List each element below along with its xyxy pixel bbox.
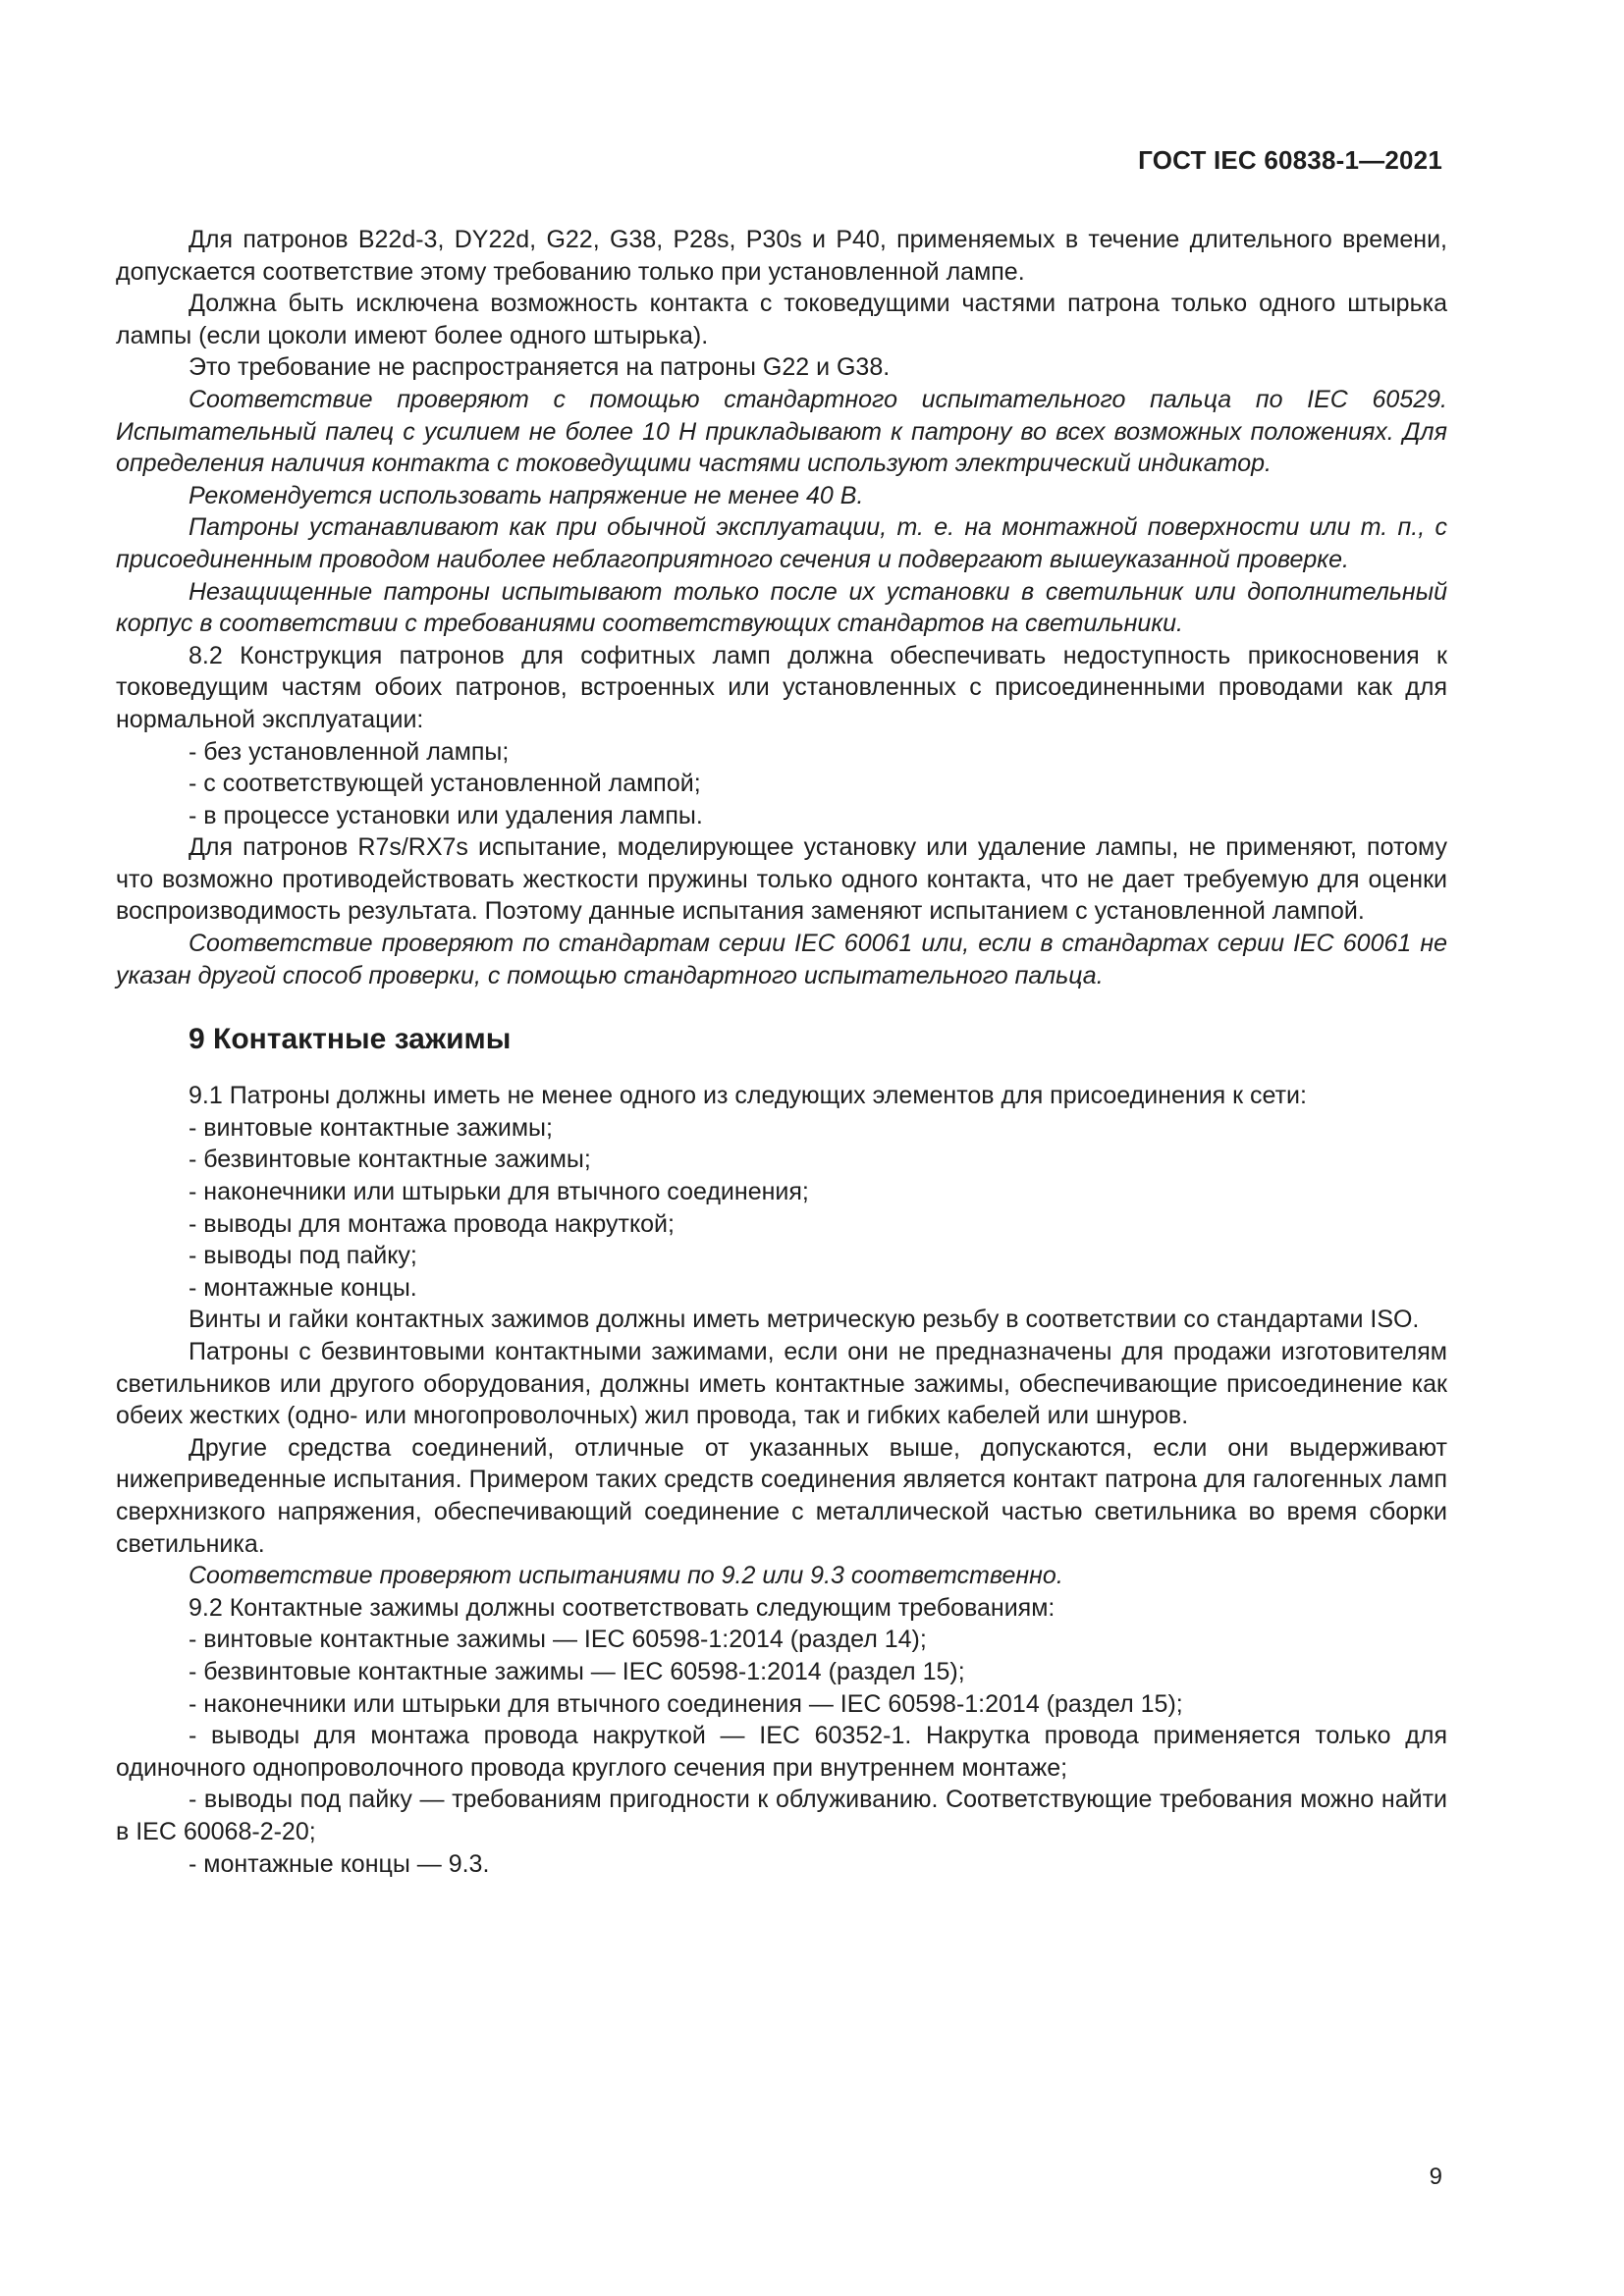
- paragraph: Должна быть исключена возможность контакта с токоведущими частями патрона только одного штырька лампы (если цоколи имеют более одного штырька).: [116, 290, 1447, 349]
- list-item: - безвинтовые контактные зажимы;: [189, 1146, 591, 1174]
- paragraph: Рекомендуется использовать напряжение не менее 40 В.: [189, 481, 864, 509]
- paragraph: Для патронов R7s/RX7s испытание, моделирующее установку или удаление лампы, не применяют, потому что возможно противодействовать жесткости пружины только одного контакта, что не дает требуемую для оценки воспроизводимость результата. Поэтому данные испытания заменяют испытанием с установленной лампой.: [116, 833, 1447, 926]
- list-item: - монтажные концы — 9.3.: [189, 1849, 490, 1878]
- section-heading: 9 Контактные зажимы: [189, 1023, 512, 1056]
- list-item: - выводы для монтажа провода накруткой;: [189, 1209, 675, 1238]
- paragraph: Другие средства соединений, отличные от указанных выше, допускаются, если они выдерживают нижеприведенные испытания. Примером таких средств соединения является контакт патрона для галогенных ламп сверхнизкого напряжения, обеспечивающий соединение с металлической частью светильника во время сборки светильника.: [116, 1433, 1447, 1558]
- list-item: - с соответствующей установленной лампой;: [189, 770, 701, 798]
- list-item: - винтовые контактные зажимы — IEC 60598-1:2014 (раздел 14);: [189, 1626, 927, 1654]
- paragraph: Незащищенные патроны испытывают только после их установки в светильник или дополнительный корпус в соответствии с требованиями соответствующих стандартов на светильники.: [116, 577, 1447, 638]
- paragraph: Патроны устанавливают как при обычной эксплуатации, т. е. на монтажной поверхности или т. п., с присоединенным проводом наиболее неблагоприятного сечения и подвергают вышеуказанной проверке.: [116, 513, 1447, 573]
- paragraph: 8.2 Конструкция патронов для софитных ламп должна обеспечивать недоступность прикосновения к токоведущим частям обоих патронов, встроенных или установленных с присоединенными проводами как для нормальной эксплуатации:: [116, 641, 1447, 733]
- paragraph: Соответствие проверяют с помощью стандартного испытательного пальца по IEC 60529. Испытательный палец с усилием не более 10 Н прикладывают к патрону во всех возможных положениях. Для определения наличия контакта с токоведущими частями используют электрический индикатор.: [116, 385, 1447, 478]
- document-header: ГОСТ IEC 60838-1—2021: [1138, 145, 1442, 175]
- paragraph: Винты и гайки контактных зажимов должны иметь метрическую резьбу в соответствии со стандартами ISO.: [189, 1306, 1420, 1334]
- paragraph: 9.1 Патроны должны иметь не менее одного из следующих элементов для присоединения к сети:: [189, 1082, 1307, 1110]
- paragraph: - выводы под пайку — требованиям пригодности к облуживанию. Соответствующие требования можно найти в IEC 60068-2-20;: [116, 1786, 1447, 1845]
- paragraph: Соответствие проверяют по стандартам серии IEC 60061 или, если в стандартах серии IEC 60061 не указан другой способ проверки, с помощью стандартного испытательного пальца.: [116, 930, 1447, 989]
- list-item: - в процессе установки или удаления лампы.: [189, 801, 703, 829]
- list-item: - винтовые контактные зажимы;: [189, 1113, 553, 1142]
- list-item: - наконечники или штырьки для втычного соединения — IEC 60598-1:2014 (раздел 15);: [189, 1689, 1183, 1718]
- page-number: 9: [1429, 2163, 1442, 2190]
- list-item: - монтажные концы.: [189, 1273, 417, 1302]
- paragraph: Соответствие проверяют испытаниями по 9.2 или 9.3 соответственно.: [189, 1562, 1063, 1590]
- paragraph: Патроны с безвинтовыми контактными зажимами, если они не предназначены для продажи изготовителям светильников или другого оборудования, должны иметь контактные зажимы, обеспечивающие присоединение как обеих жестких (одно- или многопроволочных) жил провода, так и гибких кабелей или шнуров.: [116, 1338, 1447, 1430]
- list-item: - наконечники или штырьки для втычного соединения;: [189, 1178, 809, 1206]
- list-item: - безвинтовые контактные зажимы — IEC 60598-1:2014 (раздел 15);: [189, 1657, 965, 1685]
- paragraph: Это требование не распространяется на патроны G22 и G38.: [189, 353, 891, 382]
- document-body: [116, 224, 1447, 1880]
- list-item: - выводы под пайку;: [189, 1242, 417, 1270]
- paragraph: 9.2 Контактные зажимы должны соответствовать следующим требованиям:: [189, 1593, 1056, 1622]
- section-9-content: [116, 1080, 1447, 1880]
- list-item: - без установленной лампы;: [189, 737, 510, 766]
- paragraph: - выводы для монтажа провода накруткой — IEC 60352-1. Накрутка провода применяется только для одиночного однопроволочного провода круглого сечения при внутреннем монтаже;: [116, 1722, 1447, 1782]
- section-8-continuation: [116, 224, 1447, 991]
- paragraph: Для патронов B22d-3, DY22d, G22, G38, P28s, P30s и P40, применяемых в течение длительного времени, допускается соответствие этому требованию только при установленной лампе.: [116, 226, 1447, 286]
